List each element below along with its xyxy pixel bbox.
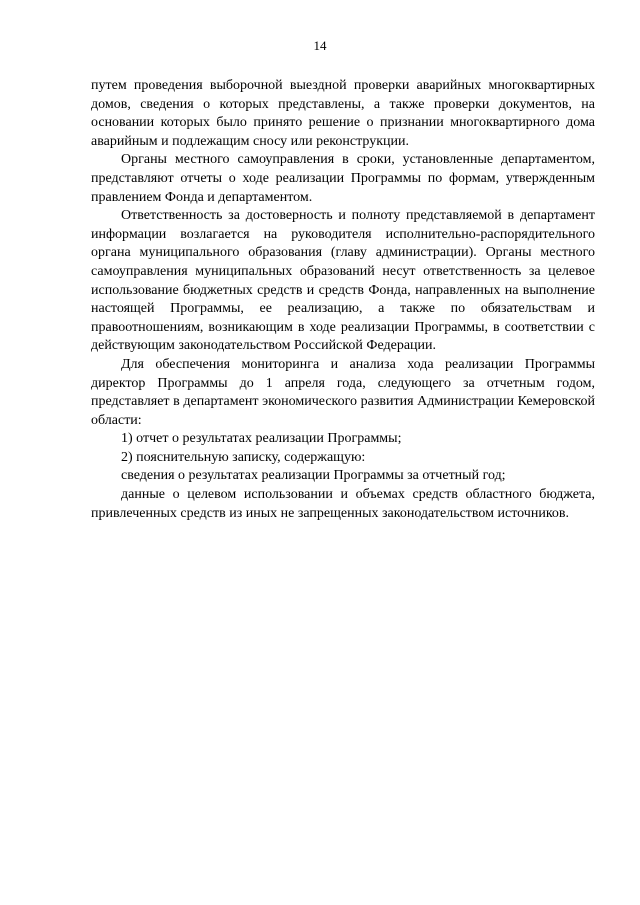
list-item-results-report: 1) отчет о результатах реализации Программы;	[121, 431, 402, 447]
list-item-explanatory-note: 2) пояснительную записку, содержащую:	[121, 449, 366, 465]
paragraph-reports: Органы местного самоуправления в сроки, установленные департаментом, представляют отчеты о ходе реализации Программы по формам, утвержденным правлением Фонда и департаментом.	[91, 152, 595, 205]
paragraph-monitoring: Для обеспечения мониторинга и анализа хода реализации Программы директор Программы до 1 апреля года, следующего за отчетным годом, представляет в департамент экономического развития Администрации Кемеровской области:	[91, 356, 595, 428]
document-body	[91, 77, 595, 523]
paragraph-budget-usage: данные о целевом использовании и объемах средств областного бюджета, привлеченных средств из иных не запрещенных законодательством источников.	[91, 487, 595, 521]
page-number: 14	[313, 38, 327, 53]
paragraph-inspection-continuation: путем проведения выборочной выездной проверки аварийных многоквартирных домов, сведения о которых представлены, а также проверки документов, на основании которых было принято решение о признании многоквартирного дома аварийным и подлежащим сносу или реконструкции.	[91, 78, 595, 149]
paragraph-results-info: сведения о результатах реализации Программы за отчетный год;	[121, 468, 506, 484]
paragraph-responsibility: Ответственность за достоверность и полноту представляемой в департамент информации возлагается на руководителя исполнительно-распорядительного органа муниципального образования (главу администрации). Органы местного самоуправления муниципальных образований несут ответственность за целевое использование бюджетных средств и средств Фонда, направленных на выполнение настоящей Программы, ее реализацию, а также по обязательствам и правоотношениям, возникающим в ходе реализации Программы, в соответствии с действующим законодательством Российской Федерации.	[91, 208, 595, 354]
